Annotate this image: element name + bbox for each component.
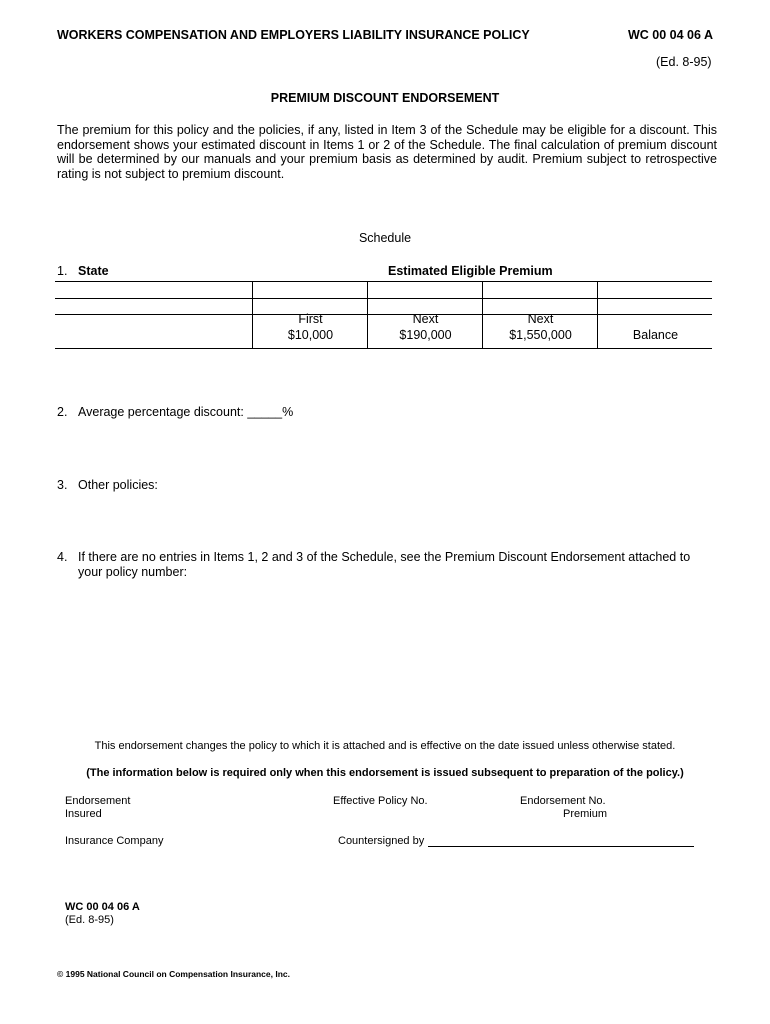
tier-next-1550000 [483,311,598,343]
table-rule [55,281,712,282]
item3 [57,478,717,494]
table-rule [55,298,712,299]
countersigned-by-label: Countersigned by [338,835,425,847]
item3-number: 3. [57,478,68,492]
other-policies-text: Other policies: [78,478,158,492]
copyright-symbol: © [57,969,64,979]
item4 [57,550,717,582]
copyright-notice [57,969,290,979]
tier-label: Next [412,312,439,326]
tier-label: Next [527,312,554,326]
document-title: PREMIUM DISCOUNT ENDORSEMENT [270,91,500,105]
tier-amount: Balance [632,328,679,342]
tier-balance [598,311,713,343]
state-column-label: State [78,264,109,278]
item2-number: 2. [57,405,68,419]
header-form-number: WC 00 04 06 A [628,28,713,42]
endorsement-no-label: Endorsement No. [520,795,606,807]
tier-amount: $190,000 [399,328,452,342]
item4-text-line2: your policy number: [78,565,188,579]
tier-label: First [298,312,323,326]
footer-form-code: WC 00 04 06 A [65,901,140,913]
tier-label [598,311,713,327]
effective-policy-no-label: Effective Policy No. [333,795,428,807]
item4-number: 4. [57,550,68,564]
endorsement-note: This endorsement changes the policy to which it is attached and is effective on the date issued unless otherwise stated. [94,740,676,752]
item2 [57,405,717,421]
schedule-title: Schedule [358,231,412,245]
insurance-company-label: Insurance Company [65,835,164,847]
endorsement-label: Endorsement [65,795,131,807]
required-info-note: (The information below is required only when this endorsement is issued subsequent to preparation of the policy.) [86,767,684,779]
tier-amount: $10,000 [287,328,334,342]
premium-label: Premium [563,808,608,820]
item1-number: 1. [57,264,68,278]
header-title: WORKERS COMPENSATION AND EMPLOYERS LIABILITY INSURANCE POLICY [57,28,530,42]
tier-first [253,311,368,343]
tier-amount: $1,550,000 [509,328,572,342]
header-edition: (Ed. 8-95) [656,55,712,69]
tier-next-190000 [368,311,483,343]
countersignature-line [428,846,694,847]
intro-paragraph: The premium for this policy and the policies, if any, listed in Item 3 of the Schedule may be eligible for a discount. This endorsement shows your estimated discount in Items 1 or 2 of the Schedule. The final calculation of premium discount will be determined by our manuals and your premium basis as determined by audit. Premium subject to retrospective rating is not subject to premium discount. [57,123,717,181]
table-rule [55,348,712,349]
premium-column-label: Estimated Eligible Premium [388,264,553,278]
insured-label: Insured [65,808,102,820]
item4-text-line1: If there are no entries in Items 1, 2 and 3 of the Schedule, see the Premium Discount Endorsement attached to [78,550,691,564]
copyright-text: 1995 National Council on Compensation Insurance, Inc. [65,969,290,979]
average-discount-text: Average percentage discount: _____% [78,405,294,419]
footer-form-edition: (Ed. 8-95) [65,914,114,926]
